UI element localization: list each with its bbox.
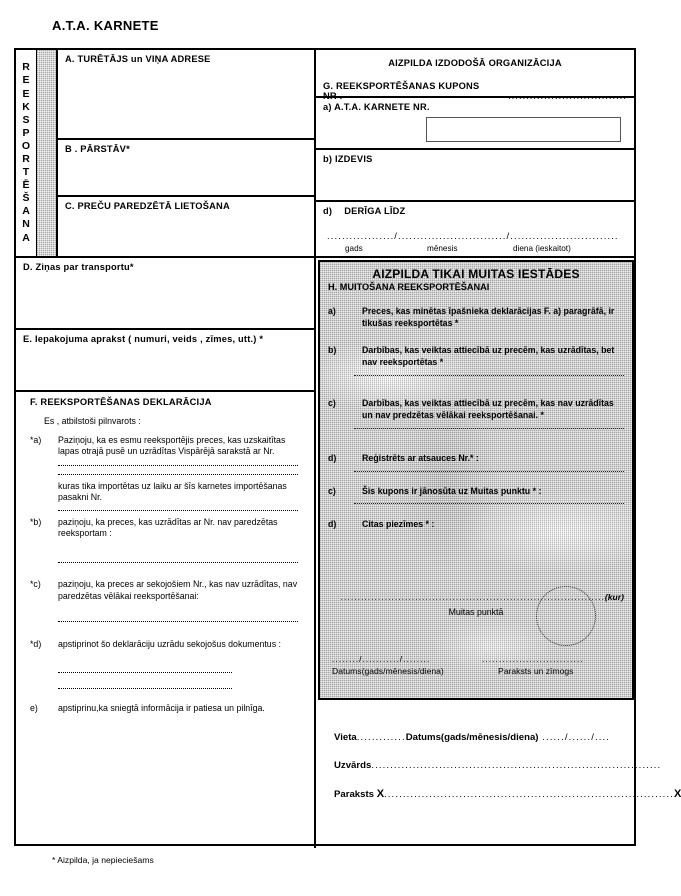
customs-item-c-text: Darbības, kas veiktas attiecībā uz precēm, kas nav uzrādītas un nav predzētas vēlākai reeksportēšanai. * bbox=[362, 398, 614, 420]
declaration-item-e bbox=[30, 703, 304, 714]
declaration-item-b-line[interactable] bbox=[58, 561, 298, 563]
customs-muitas-punkta: Muitas punktā bbox=[448, 607, 504, 617]
declaration-item-a-line-3[interactable] bbox=[58, 509, 298, 511]
customs-item-a-key: a) bbox=[328, 306, 336, 316]
declaration-item-c-text: paziņoju, ka preces ar sekojošiem Nr., kas nav uzrādītas, nav paredzētas vēlākai reeksportēšanai: bbox=[58, 579, 298, 601]
customs-panel-title: AIZPILDA TIKAI MUITAS IESTĀDES bbox=[372, 267, 580, 281]
declaration-item-e-text: apstiprinu,ka sniegtā informācija ir patiesa un pilnīga. bbox=[58, 702, 265, 713]
customs-item-c-key: c) bbox=[328, 398, 336, 408]
section-b-representative[interactable] bbox=[58, 140, 316, 197]
customs-item-d-reference-line[interactable] bbox=[354, 470, 624, 472]
side-tab-texture bbox=[37, 50, 56, 256]
side-tab-letter: E bbox=[22, 74, 30, 87]
declaration-item-b-key: *b) bbox=[30, 516, 42, 527]
declaration-item-c-line[interactable] bbox=[58, 620, 298, 622]
side-tab-letter: T bbox=[22, 166, 30, 179]
customs-item-d-reference-key: d) bbox=[328, 453, 337, 463]
side-tab-letter: Š bbox=[22, 192, 30, 205]
customs-kur-dots[interactable]: .............................................................................. bbox=[340, 592, 605, 602]
declaration-item-d bbox=[30, 639, 304, 650]
side-tab-letter: N bbox=[22, 218, 30, 231]
declaration-item-a bbox=[30, 435, 304, 458]
customs-item-d-reference bbox=[328, 453, 624, 465]
customs-item-d-reference-text: Reģistrēts ar atsauces Nr.* : bbox=[362, 453, 479, 463]
side-tab-letter: Ē bbox=[22, 179, 30, 192]
customs-item-c-line[interactable] bbox=[354, 427, 624, 429]
signature-surname-row bbox=[334, 760, 662, 771]
signature-x-left: X bbox=[376, 788, 385, 800]
customs-only-panel[interactable] bbox=[318, 260, 634, 700]
section-f-intro: Es , atbilstoši pilnvarots : bbox=[44, 416, 141, 426]
section-b-issued-by[interactable] bbox=[316, 150, 634, 202]
section-b-label: B . PĀRSTĀV* bbox=[65, 144, 130, 154]
customs-item-c-send-to-key: c) bbox=[328, 485, 336, 496]
section-d-transport[interactable] bbox=[16, 258, 316, 330]
customs-kur-label: (kur) bbox=[604, 592, 624, 602]
issuing-organisation-header-cell bbox=[316, 50, 634, 101]
section-f-label: F. REEKSPORTĒŠANAS DEKLARĀCIJA bbox=[30, 397, 212, 407]
signature-date-label: Datums(gads/mēnesis/diena) bbox=[405, 732, 539, 743]
footnote: * Aizpilda, ja nepieciešams bbox=[52, 855, 154, 865]
declaration-item-a-key: *a) bbox=[30, 435, 42, 445]
signature-surname-label: Uzvārds bbox=[334, 760, 372, 771]
section-a-holder-address[interactable] bbox=[58, 50, 316, 140]
signature-surname-dots[interactable]: ............................................................................. bbox=[371, 760, 662, 771]
customs-item-b-line[interactable] bbox=[354, 374, 624, 376]
section-d-valid-until[interactable] bbox=[316, 202, 634, 258]
declaration-item-d-text: apstiprinot šo deklarāciju uzrādu sekojošus dokumentus : bbox=[58, 639, 281, 650]
section-c-label: C. PREČU PAREDZĒTĀ LIETOŠANA bbox=[65, 201, 230, 211]
section-a-carnet-number[interactable] bbox=[316, 98, 634, 150]
customs-date-label: Datums(gads/mēnesis/diena) bbox=[332, 666, 444, 676]
customs-item-a bbox=[328, 306, 624, 329]
side-tab-letter: K bbox=[22, 100, 30, 113]
side-tab-reeksportesana bbox=[16, 50, 58, 258]
signature-block[interactable] bbox=[316, 702, 681, 848]
customs-item-d-notes bbox=[328, 519, 624, 531]
side-tab-letter: O bbox=[21, 139, 31, 152]
customs-date-dots[interactable]: ......../.........../........ bbox=[332, 654, 431, 664]
customs-footer bbox=[320, 654, 632, 684]
stamp-placeholder-circle bbox=[536, 586, 596, 646]
signature-date-dots[interactable]: ....../....../.... bbox=[538, 732, 611, 743]
signature-place-dots[interactable]: ............. bbox=[356, 732, 406, 743]
declaration-item-a-text2: kuras tika importētas uz laiku ar šīs karnetes importēšanas pasakni Nr. bbox=[58, 480, 287, 503]
declaration-item-a-text: Paziņoju, ka es esmu reeksportējis preces, kas uzskaitītas lapas otrajā pusē un uzrādītas Vispārējā sarakstā ar Nr. bbox=[58, 435, 286, 457]
declaration-item-a-line-1[interactable] bbox=[58, 464, 298, 466]
declaration-item-c bbox=[30, 579, 304, 602]
issuing-organisation-header: AIZPILDA IZDODOŠĀ ORGANIZĀCIJA bbox=[388, 58, 562, 68]
valid-until-date-dots[interactable]: ................../............................./............................. bbox=[327, 231, 619, 242]
section-a-label: A. TURĒTĀJS un VIŅA ADRESE bbox=[65, 54, 211, 64]
section-d-valid-key: d) bbox=[323, 206, 333, 216]
valid-until-legend-year: gads bbox=[345, 244, 363, 253]
declaration-item-e-key: e) bbox=[30, 702, 38, 713]
valid-until-legend-month: mēnesis bbox=[427, 244, 458, 253]
side-tab-letter: E bbox=[22, 87, 30, 100]
section-e-packaging[interactable] bbox=[16, 330, 316, 392]
customs-item-c-send-to-line[interactable] bbox=[354, 502, 624, 504]
section-a-carnet-label: a) A.T.A. KARNETE NR. bbox=[323, 102, 430, 112]
signature-sign-dots[interactable]: ............................................................................. bbox=[384, 789, 674, 800]
section-f-reexport-declaration[interactable] bbox=[16, 392, 316, 848]
valid-until-legend-day: diena (ieskaitot) bbox=[513, 244, 571, 253]
customs-item-b-key: b) bbox=[328, 345, 337, 355]
section-g-label: G. REEKSPORTĒŠANAS KUPONS NR . bbox=[323, 81, 480, 101]
declaration-item-c-key: *c) bbox=[30, 579, 41, 590]
section-g-dots[interactable]: ................................. bbox=[508, 91, 627, 101]
side-tab-letter: R bbox=[22, 153, 30, 165]
page-title: A.T.A. KARNETE bbox=[52, 18, 159, 33]
side-tab-letter: A bbox=[22, 205, 30, 218]
declaration-item-d-line-2[interactable] bbox=[58, 687, 232, 689]
side-tab-letter: R bbox=[22, 61, 30, 74]
side-tab-letter: A bbox=[22, 231, 30, 244]
signature-sign-row bbox=[334, 788, 681, 800]
customs-item-d-notes-key: d) bbox=[328, 519, 337, 529]
signature-place-date-row bbox=[334, 732, 622, 743]
section-c-intended-use[interactable] bbox=[58, 197, 316, 258]
customs-item-d-notes-text: Citas piezīmes * : bbox=[362, 519, 435, 529]
declaration-item-d-line-1[interactable] bbox=[58, 671, 232, 673]
valid-until-legend bbox=[323, 244, 627, 256]
customs-panel-subtitle: H. MUITOŠANA REEKSPORTĒŠANAI bbox=[328, 282, 490, 292]
signature-place-label: Vieta bbox=[334, 732, 357, 743]
form-frame bbox=[14, 48, 681, 846]
side-tab-letters bbox=[16, 50, 37, 256]
declaration-item-a-line-2[interactable] bbox=[58, 473, 298, 475]
section-d-valid-label: DERĪGA LĪDZ bbox=[344, 206, 406, 216]
declaration-item-b bbox=[30, 517, 304, 540]
carnet-number-input[interactable] bbox=[426, 117, 621, 142]
section-b-issued-label: b) IZDEVIS bbox=[323, 154, 373, 164]
signature-x-right: X bbox=[673, 788, 681, 800]
signature-sign-label: Paraksts bbox=[334, 789, 375, 800]
side-tab-letter: P bbox=[22, 126, 30, 139]
declaration-item-b-text: paziņoju, ka preces, kas uzrādītas ar Nr. nav paredzētas reeksportam : bbox=[58, 516, 278, 539]
section-d-label: D. Ziņas par transportu* bbox=[23, 262, 134, 272]
customs-item-b-text: Darbības, kas veiktas attiecībā uz precēm, kas uzrādītas, bet nav reeksportētas * bbox=[362, 345, 615, 367]
customs-item-b bbox=[328, 345, 624, 368]
customs-item-c-send-to bbox=[328, 486, 624, 498]
customs-signature-dots[interactable]: .............................. bbox=[482, 654, 584, 664]
section-e-label: E. Iepakojuma aprakst ( numuri, veids , zīmes, utt.) * bbox=[23, 334, 264, 344]
customs-item-a-text: Preces, kas minētas īpašnieka deklarācijas F. a) paragrāfā, ir tikušas reeksportētas * bbox=[362, 306, 615, 328]
customs-item-c-send-to-text: Šis kupons ir jānosūta uz Muitas punktu * : bbox=[362, 485, 542, 496]
customs-signature-label: Paraksts un zīmogs bbox=[498, 666, 574, 676]
customs-item-c bbox=[328, 398, 624, 421]
side-tab-letter: S bbox=[22, 113, 30, 126]
declaration-item-d-key: *d) bbox=[30, 639, 42, 650]
